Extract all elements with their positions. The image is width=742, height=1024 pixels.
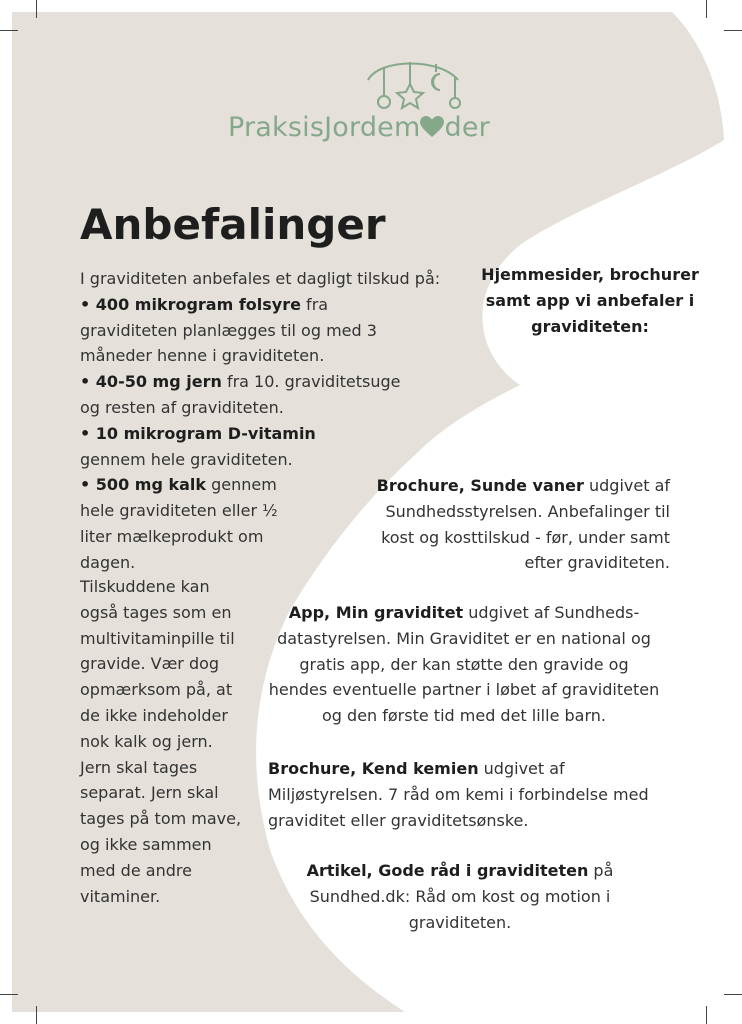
crop-mark [36,1006,37,1024]
crop-mark [724,994,742,995]
supplement-note: Tilskuddene kan også tages som en multivitaminpille til gravide. Vær dog opmærksom på, at de ikke indeholder nok kalk og jern. Jern skal tages separat. Jern skal tages på tom mave, og ikke sammen med de andre vitaminer. [80,577,242,906]
resources-heading: Hjemmesider, brochurer samt app vi anbefaler i graviditeten: [481,265,699,336]
recommendation-item: • 500 mg kalk gennem hele graviditeten eller ½ liter mælkeprodukt om dagen. [80,475,278,572]
resource-item: Artikel, Gode råd i graviditeten på Sundhed.dk: Råd om kost og motion i graviditeten. [306,861,614,932]
resource-item: Brochure, Kend kemien udgivet af Miljøstyrelsen. 7 råd om kemi i forbindelse med graviditet eller graviditetsønske. [268,759,649,830]
heart-icon [420,116,444,138]
resource-item: Brochure, Sunde vaner udgivet af Sundhedsstyrelsen. Anbefalinger til kost og kosttilskud - før, under samt efter graviditeten. [376,476,670,573]
crop-mark [36,0,37,18]
recommendation-item: • 40-50 mg jern fra 10. graviditetsuge og resten af graviditeten. [80,372,401,417]
crop-mark [724,30,742,31]
crop-mark [706,1006,707,1024]
crop-mark [706,0,707,18]
crop-mark [0,994,18,995]
crop-mark [0,30,18,31]
logo-text [228,112,490,143]
page-title: Anbefalinger [80,200,386,249]
intro-text: I graviditeten anbefales et dagligt tilskud på: [80,269,441,288]
recommendation-item: • 400 mikrogram folsyre fra graviditeten planlægges til og med 3 måneder henne i graviditeten. [80,294,377,366]
recommendation-item: • 10 mikrogram D-vitamin gennem hele graviditeten. [80,423,316,469]
logo-text-suffix: der [444,112,490,143]
resource-item: App, Min graviditet udgivet af Sundheds-datastyrelsen. Min Graviditet er en national og gratis app, der kan støtte den gravide og hendes eventuelle partner i løbet af graviditeten og den første tid med det lille barn. [268,603,660,726]
logo-text-prefix: PraksisJordem [228,112,421,143]
